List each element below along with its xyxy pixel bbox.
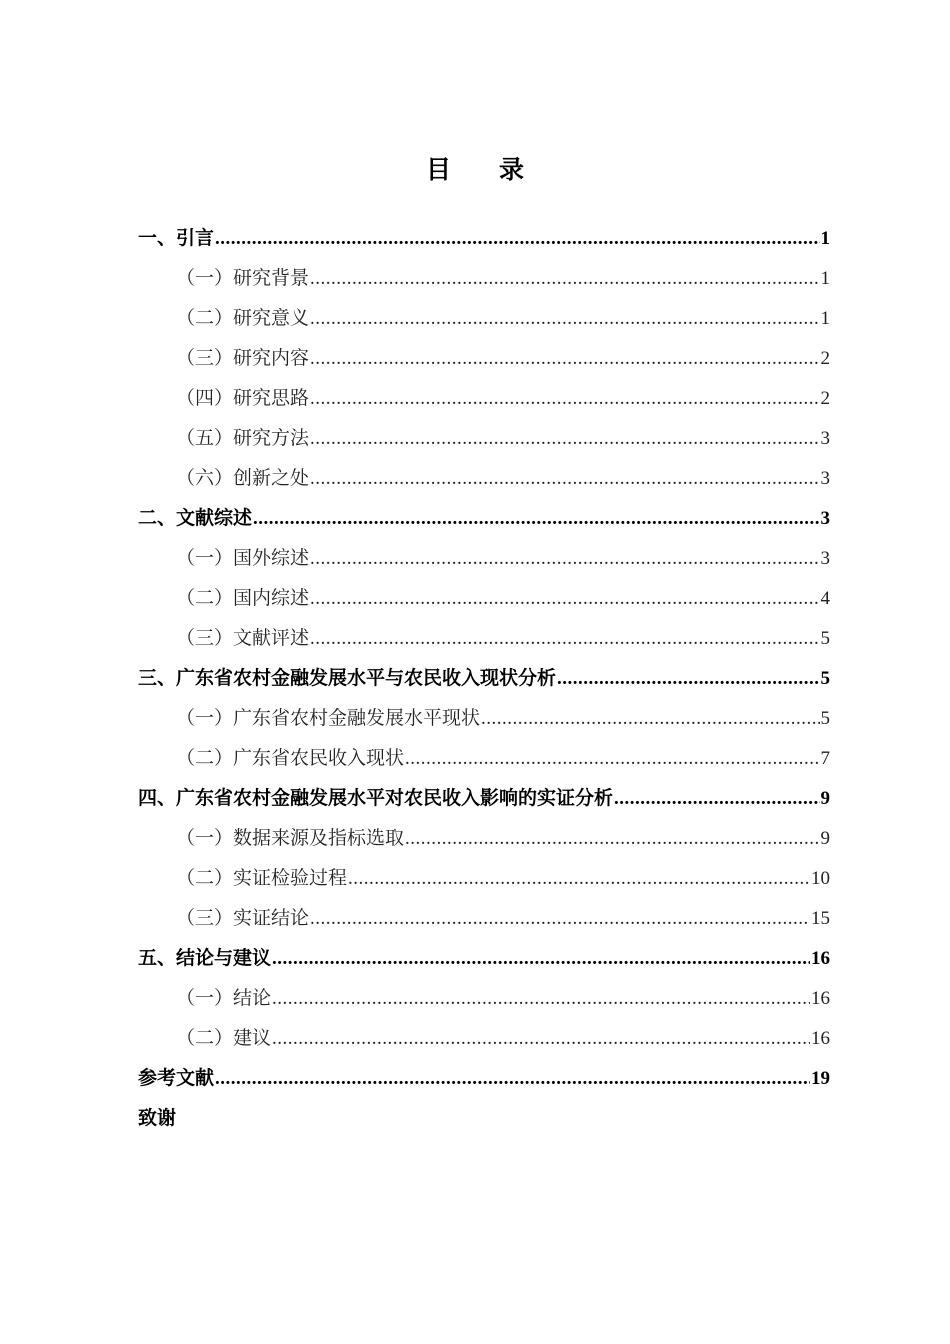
toc-section-entry[interactable] xyxy=(138,578,830,618)
toc-entry-label: （一）广东省农村金融发展水平现状 xyxy=(176,707,481,729)
toc-page-number: 3 xyxy=(820,428,830,449)
toc-dot-leader xyxy=(310,899,810,939)
toc-entry-label: （二）研究意义 xyxy=(176,307,310,329)
toc-entry-label: （二）广东省农民收入现状 xyxy=(176,747,405,769)
toc-entry-label: （一）研究背景 xyxy=(176,267,310,289)
toc-entry-label: （四）研究思路 xyxy=(176,387,310,409)
toc-page-number: 1 xyxy=(820,308,830,329)
toc-section-entry[interactable] xyxy=(138,698,830,738)
toc-dot-leader xyxy=(310,619,819,659)
toc-title-char-1: 目 xyxy=(425,155,451,184)
toc-section-entry[interactable] xyxy=(138,818,830,858)
toc-title-char-2: 录 xyxy=(499,155,525,184)
toc-section-entry[interactable] xyxy=(138,378,830,418)
toc-dot-leader xyxy=(310,579,819,619)
toc-entry-label: （三）文献评述 xyxy=(176,627,310,649)
toc-entry-label: 一、引言 xyxy=(138,227,215,249)
toc-entry-label: （三）实证结论 xyxy=(176,907,310,929)
toc-dot-leader xyxy=(310,339,819,379)
toc-entry-label: 二、文献综述 xyxy=(138,507,253,529)
toc-page-number: 9 xyxy=(820,788,830,809)
toc-entry-label: 致谢 xyxy=(138,1107,177,1129)
toc-page-number: 3 xyxy=(820,468,830,489)
toc-dot-leader xyxy=(310,419,819,459)
toc-page-number: 15 xyxy=(811,908,830,929)
toc-chapter-entry[interactable] xyxy=(138,498,830,538)
toc-section-entry[interactable] xyxy=(138,618,830,658)
toc-page-number: 16 xyxy=(811,988,830,1009)
toc-section-entry[interactable] xyxy=(138,858,830,898)
toc-dot-leader xyxy=(348,859,810,899)
toc-dot-leader xyxy=(405,739,819,779)
toc-page-number: 10 xyxy=(811,868,830,889)
toc-page-number: 4 xyxy=(820,588,830,609)
toc-entry-label: 三、广东省农村金融发展水平与农民收入现状分析 xyxy=(138,667,557,689)
toc-chapter-entry[interactable] xyxy=(138,658,830,698)
toc-page-number: 5 xyxy=(820,668,830,689)
toc-section-entry[interactable] xyxy=(138,258,830,298)
toc-section-entry[interactable] xyxy=(138,418,830,458)
toc-page-number: 9 xyxy=(820,828,830,849)
toc-dot-leader xyxy=(272,979,810,1019)
toc-entry-label: （二）国内综述 xyxy=(176,587,310,609)
toc-page-number: 7 xyxy=(820,748,830,769)
toc-dot-leader xyxy=(272,1019,810,1059)
toc-dot-leader xyxy=(310,539,819,579)
toc-section-entry[interactable] xyxy=(138,1018,830,1058)
table-of-contents xyxy=(138,218,830,1138)
toc-page-number: 2 xyxy=(820,348,830,369)
toc-chapter-entry[interactable] xyxy=(138,1058,830,1098)
toc-page-number: 1 xyxy=(820,228,830,249)
toc-entry-label: （三）研究内容 xyxy=(176,347,310,369)
toc-title xyxy=(0,150,950,186)
toc-dot-leader xyxy=(310,259,819,299)
toc-entry-label: （二）实证检验过程 xyxy=(176,867,348,889)
toc-dot-leader xyxy=(310,459,819,499)
toc-entry-label: （五）研究方法 xyxy=(176,427,310,449)
toc-dot-leader xyxy=(253,499,819,539)
toc-chapter-entry[interactable] xyxy=(138,778,830,818)
toc-chapter-entry[interactable] xyxy=(138,938,830,978)
toc-chapter-entry[interactable] xyxy=(138,218,830,258)
toc-chapter-entry[interactable] xyxy=(138,1098,830,1138)
toc-dot-leader xyxy=(310,379,819,419)
toc-dot-leader xyxy=(405,819,819,859)
toc-dot-leader xyxy=(557,659,819,699)
toc-entry-label: （一）国外综述 xyxy=(176,547,310,569)
toc-section-entry[interactable] xyxy=(138,538,830,578)
toc-page-number: 5 xyxy=(820,628,830,649)
toc-page-number: 16 xyxy=(811,1028,830,1049)
toc-page-number: 1 xyxy=(820,268,830,289)
toc-entry-label: （一）数据来源及指标选取 xyxy=(176,827,405,849)
toc-section-entry[interactable] xyxy=(138,898,830,938)
toc-dot-leader xyxy=(215,1059,810,1099)
toc-dot-leader xyxy=(614,779,819,819)
toc-page-number: 2 xyxy=(820,388,830,409)
toc-entry-label: 五、结论与建议 xyxy=(138,947,272,969)
toc-dot-leader xyxy=(481,699,819,739)
toc-entry-label: （一）结论 xyxy=(176,987,272,1009)
toc-entry-label: （六）创新之处 xyxy=(176,467,310,489)
toc-section-entry[interactable] xyxy=(138,978,830,1018)
toc-entry-label: 参考文献 xyxy=(138,1067,215,1089)
toc-section-entry[interactable] xyxy=(138,458,830,498)
toc-dot-leader xyxy=(310,299,819,339)
toc-section-entry[interactable] xyxy=(138,338,830,378)
toc-dot-leader xyxy=(272,939,810,979)
toc-page-number: 19 xyxy=(811,1068,830,1089)
toc-entry-label: （二）建议 xyxy=(176,1027,272,1049)
toc-dot-leader xyxy=(215,219,819,259)
toc-entry-label: 四、广东省农村金融发展水平对农民收入影响的实证分析 xyxy=(138,787,614,809)
toc-page-number: 5 xyxy=(820,708,830,729)
toc-page-number: 16 xyxy=(811,948,830,969)
toc-page-number: 3 xyxy=(820,548,830,569)
toc-section-entry[interactable] xyxy=(138,298,830,338)
toc-page-number: 3 xyxy=(820,508,830,529)
toc-section-entry[interactable] xyxy=(138,738,830,778)
